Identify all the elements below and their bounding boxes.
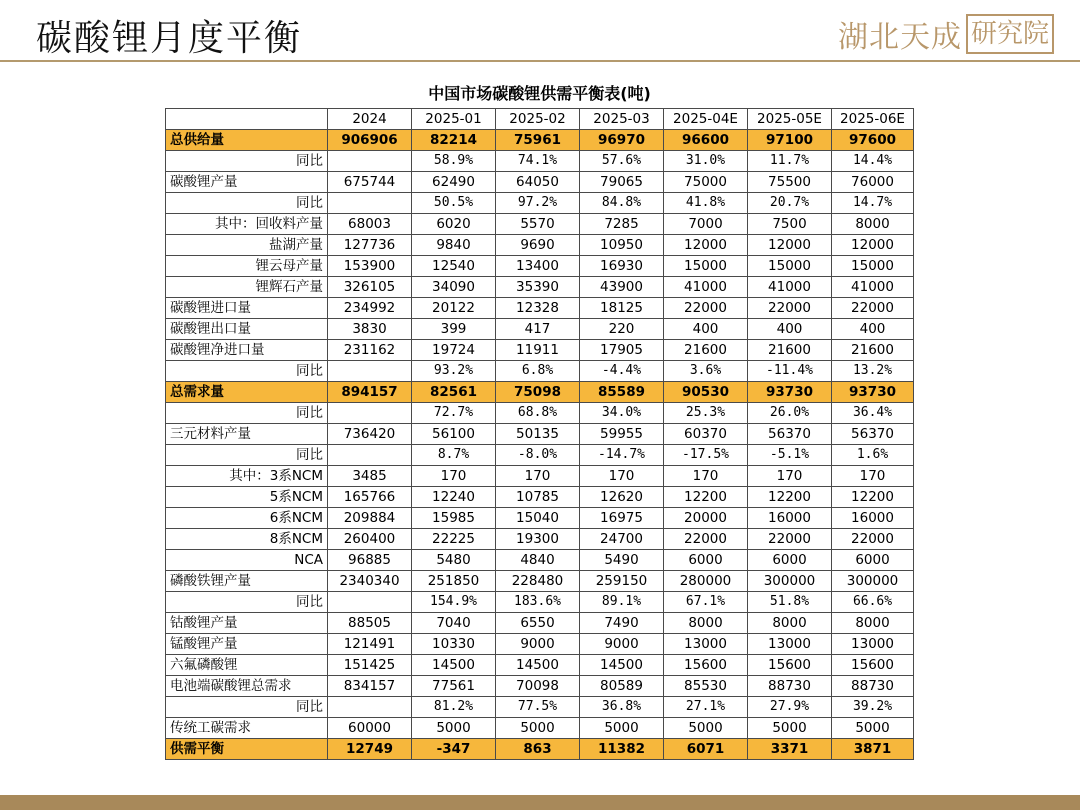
table-cell: 12240 — [412, 486, 496, 507]
table-row — [166, 255, 914, 276]
table-cell: 260400 — [328, 528, 412, 549]
table-cell: 300000 — [748, 570, 832, 591]
table-cell: 18125 — [580, 297, 664, 318]
table-header-row — [166, 108, 914, 129]
table-cell: 34090 — [412, 276, 496, 297]
table-cell: 863 — [496, 738, 580, 759]
table-cell: 121491 — [328, 633, 412, 654]
table-cell: 41000 — [832, 276, 914, 297]
row-label: 同比 — [166, 591, 328, 612]
table-cell: 31.0% — [664, 150, 748, 171]
table-row — [166, 570, 914, 591]
table-cell: 9000 — [580, 633, 664, 654]
table-cell: 13.2% — [832, 360, 914, 381]
table-cell: 41000 — [664, 276, 748, 297]
table-cell: 14500 — [580, 654, 664, 675]
table-cell: 16975 — [580, 507, 664, 528]
table-cell: 76000 — [832, 171, 914, 192]
table-cell: 79065 — [580, 171, 664, 192]
table-cell: 51.8% — [748, 591, 832, 612]
table-cell: 9000 — [496, 633, 580, 654]
row-label: 三元材料产量 — [166, 423, 328, 444]
table-cell: 183.6% — [496, 591, 580, 612]
table-cell: 22000 — [664, 528, 748, 549]
table-cell: 60000 — [328, 717, 412, 738]
row-label: 锰酸锂产量 — [166, 633, 328, 654]
table-row — [166, 402, 914, 423]
table-cell: -4.4% — [580, 360, 664, 381]
table-cell: 6000 — [664, 549, 748, 570]
logo — [838, 12, 1054, 56]
page-title: 碳酸锂月度平衡 — [36, 18, 303, 59]
table-cell: 72.7% — [412, 402, 496, 423]
table-body — [166, 129, 914, 759]
table-row — [166, 717, 914, 738]
table-cell: 26.0% — [748, 402, 832, 423]
table-cell: 14.7% — [832, 192, 914, 213]
table-cell: 75098 — [496, 381, 580, 402]
table-row — [166, 381, 914, 402]
row-label: 电池端碳酸锂总需求 — [166, 675, 328, 696]
table-cell: 10785 — [496, 486, 580, 507]
table-cell: 8000 — [832, 612, 914, 633]
header-divider — [0, 60, 1080, 62]
table-row — [166, 129, 914, 150]
row-label: 锂云母产量 — [166, 255, 328, 276]
logo-text: 湖北天成 — [837, 20, 962, 55]
table-cell — [328, 192, 412, 213]
table-row — [166, 150, 914, 171]
table-cell: 12000 — [832, 234, 914, 255]
table-cell: 20000 — [664, 507, 748, 528]
table-cell: 3.6% — [664, 360, 748, 381]
table-cell: 906906 — [328, 129, 412, 150]
table-cell: 12000 — [748, 234, 832, 255]
table-cell: 151425 — [328, 654, 412, 675]
header-cell: 2025-05E — [748, 108, 832, 129]
table-row — [166, 360, 914, 381]
table-cell: 77561 — [412, 675, 496, 696]
table-cell: 68003 — [328, 213, 412, 234]
balance-table-container — [165, 80, 913, 760]
table-cell: 93730 — [832, 381, 914, 402]
row-label: 锂辉石产量 — [166, 276, 328, 297]
table-cell: 35390 — [496, 276, 580, 297]
table-row — [166, 171, 914, 192]
table-cell: 56370 — [832, 423, 914, 444]
row-label: 碳酸锂出口量 — [166, 318, 328, 339]
table-cell: 13000 — [748, 633, 832, 654]
table-cell: 34.0% — [580, 402, 664, 423]
table-row — [166, 213, 914, 234]
table-cell: 19724 — [412, 339, 496, 360]
table-cell: 4840 — [496, 549, 580, 570]
logo-box-text: 研究院 — [966, 14, 1054, 54]
table-cell: 96970 — [580, 129, 664, 150]
table-cell: 74.1% — [496, 150, 580, 171]
header-cell: 2025-02 — [496, 108, 580, 129]
table-cell: 16000 — [748, 507, 832, 528]
table-cell: 7285 — [580, 213, 664, 234]
table-cell: 9690 — [496, 234, 580, 255]
table-cell: 15000 — [832, 255, 914, 276]
table-cell: 22000 — [664, 297, 748, 318]
table-cell: 6.8% — [496, 360, 580, 381]
table-cell: 228480 — [496, 570, 580, 591]
table-row — [166, 192, 914, 213]
table-cell: 6550 — [496, 612, 580, 633]
table-row — [166, 738, 914, 759]
table-cell: 170 — [664, 465, 748, 486]
table-cell: 7500 — [748, 213, 832, 234]
table-cell: 15985 — [412, 507, 496, 528]
table-cell: 85530 — [664, 675, 748, 696]
table-cell: 399 — [412, 318, 496, 339]
row-label: 钴酸锂产量 — [166, 612, 328, 633]
table-cell: 11911 — [496, 339, 580, 360]
table-cell: -8.0% — [496, 444, 580, 465]
table-cell: 280000 — [664, 570, 748, 591]
table-cell: 16930 — [580, 255, 664, 276]
row-label: 供需平衡 — [166, 738, 328, 759]
table-cell: 75500 — [748, 171, 832, 192]
table-cell: 97.2% — [496, 192, 580, 213]
table-cell: 9840 — [412, 234, 496, 255]
table-cell: 10330 — [412, 633, 496, 654]
table-cell: 84.8% — [580, 192, 664, 213]
table-cell: 5490 — [580, 549, 664, 570]
table-cell: 5000 — [496, 717, 580, 738]
table-cell — [328, 360, 412, 381]
table-cell: 3830 — [328, 318, 412, 339]
table-cell: 11.7% — [748, 150, 832, 171]
table-row — [166, 234, 914, 255]
table-cell: 77.5% — [496, 696, 580, 717]
table-cell: 60370 — [664, 423, 748, 444]
table-cell: 36.8% — [580, 696, 664, 717]
table-cell: 21600 — [748, 339, 832, 360]
table-cell: 234992 — [328, 297, 412, 318]
table-cell — [328, 402, 412, 423]
table-cell: 56370 — [748, 423, 832, 444]
table-cell: 400 — [664, 318, 748, 339]
table-cell: 300000 — [832, 570, 914, 591]
table-cell: 93.2% — [412, 360, 496, 381]
table-cell: 21600 — [832, 339, 914, 360]
table-row — [166, 444, 914, 465]
table-cell: 231162 — [328, 339, 412, 360]
table-cell: 66.6% — [832, 591, 914, 612]
table-cell: 170 — [832, 465, 914, 486]
table-row — [166, 696, 914, 717]
table-cell: 97100 — [748, 129, 832, 150]
header-cell: 2025-06E — [832, 108, 914, 129]
table-cell: 10950 — [580, 234, 664, 255]
table-cell: 417 — [496, 318, 580, 339]
table-cell: 5570 — [496, 213, 580, 234]
table-cell: 12200 — [832, 486, 914, 507]
table-cell: 22000 — [748, 297, 832, 318]
table-cell: 82214 — [412, 129, 496, 150]
balance-table — [165, 80, 914, 760]
row-label: 同比 — [166, 696, 328, 717]
table-cell: 22000 — [832, 528, 914, 549]
table-cell: 64050 — [496, 171, 580, 192]
table-cell: 41.8% — [664, 192, 748, 213]
table-cell: 22000 — [748, 528, 832, 549]
table-cell: 88505 — [328, 612, 412, 633]
row-label: 碳酸锂产量 — [166, 171, 328, 192]
header-cell-blank — [166, 108, 328, 129]
table-cell: 2340340 — [328, 570, 412, 591]
table-cell: 57.6% — [580, 150, 664, 171]
table-cell: 36.4% — [832, 402, 914, 423]
table-cell: 56100 — [412, 423, 496, 444]
table-cell: 170 — [412, 465, 496, 486]
table-cell: 675744 — [328, 171, 412, 192]
table-cell: 13400 — [496, 255, 580, 276]
table-cell: 5000 — [412, 717, 496, 738]
table-cell: 3871 — [832, 738, 914, 759]
table-cell: 8000 — [664, 612, 748, 633]
table-cell: 14500 — [496, 654, 580, 675]
table-cell: 50135 — [496, 423, 580, 444]
table-cell: 50.5% — [412, 192, 496, 213]
footer-bar — [0, 795, 1080, 810]
table-cell: 13000 — [832, 633, 914, 654]
table-cell: 15600 — [832, 654, 914, 675]
header-cell: 2025-03 — [580, 108, 664, 129]
table-cell: 89.1% — [580, 591, 664, 612]
table-cell: 15600 — [748, 654, 832, 675]
table-cell: 5480 — [412, 549, 496, 570]
table-cell: 6000 — [748, 549, 832, 570]
table-cell: 16000 — [832, 507, 914, 528]
table-cell: 894157 — [328, 381, 412, 402]
table-cell: 1.6% — [832, 444, 914, 465]
table-cell: 93730 — [748, 381, 832, 402]
table-cell: -5.1% — [748, 444, 832, 465]
table-cell: 22000 — [832, 297, 914, 318]
table-cell: 251850 — [412, 570, 496, 591]
table-cell: 8000 — [748, 612, 832, 633]
table-cell: 170 — [496, 465, 580, 486]
table-row — [166, 633, 914, 654]
row-label: 6系NCM — [166, 507, 328, 528]
table-row — [166, 465, 914, 486]
table-cell: 96600 — [664, 129, 748, 150]
table-cell: -17.5% — [664, 444, 748, 465]
table-cell: 85589 — [580, 381, 664, 402]
table-cell: 220 — [580, 318, 664, 339]
table-row — [166, 423, 914, 444]
row-label: 碳酸锂净进口量 — [166, 339, 328, 360]
row-label: 其中：3系NCM — [166, 465, 328, 486]
table-cell: 20122 — [412, 297, 496, 318]
table-row — [166, 654, 914, 675]
table-cell: 88730 — [748, 675, 832, 696]
table-cell: 41000 — [748, 276, 832, 297]
table-row — [166, 276, 914, 297]
table-cell: 15000 — [664, 255, 748, 276]
table-cell: 39.2% — [832, 696, 914, 717]
row-label: 碳酸锂进口量 — [166, 297, 328, 318]
table-cell: 5000 — [832, 717, 914, 738]
table-cell: 27.9% — [748, 696, 832, 717]
table-row — [166, 318, 914, 339]
table-cell: 82561 — [412, 381, 496, 402]
table-caption: 中国市场碳酸锂供需平衡表(吨) — [166, 80, 914, 108]
table-cell: 12620 — [580, 486, 664, 507]
table-cell: 43900 — [580, 276, 664, 297]
table-cell: 7040 — [412, 612, 496, 633]
table-cell: 62490 — [412, 171, 496, 192]
table-cell: 400 — [832, 318, 914, 339]
table-cell: 13000 — [664, 633, 748, 654]
table-cell: 21600 — [664, 339, 748, 360]
row-label: 传统工碳需求 — [166, 717, 328, 738]
table-cell: -14.7% — [580, 444, 664, 465]
table-cell: 165766 — [328, 486, 412, 507]
table-row — [166, 486, 914, 507]
table-cell: 3371 — [748, 738, 832, 759]
table-cell: 20.7% — [748, 192, 832, 213]
table-cell: 259150 — [580, 570, 664, 591]
row-label: 8系NCM — [166, 528, 328, 549]
table-cell: 5000 — [580, 717, 664, 738]
table-cell: 80589 — [580, 675, 664, 696]
table-cell: 400 — [748, 318, 832, 339]
table-cell: 15600 — [664, 654, 748, 675]
table-cell: 17905 — [580, 339, 664, 360]
table-cell: 154.9% — [412, 591, 496, 612]
table-cell: 90530 — [664, 381, 748, 402]
table-cell: 834157 — [328, 675, 412, 696]
table-cell: 6020 — [412, 213, 496, 234]
row-label: 磷酸铁锂产量 — [166, 570, 328, 591]
table-cell: 170 — [580, 465, 664, 486]
table-row — [166, 675, 914, 696]
table-cell: 58.9% — [412, 150, 496, 171]
table-cell: 67.1% — [664, 591, 748, 612]
table-cell: 12200 — [664, 486, 748, 507]
table-cell: 736420 — [328, 423, 412, 444]
table-cell: 326105 — [328, 276, 412, 297]
table-cell: 6071 — [664, 738, 748, 759]
table-cell: -347 — [412, 738, 496, 759]
table-cell: 12200 — [748, 486, 832, 507]
table-row — [166, 339, 914, 360]
table-cell: 14.4% — [832, 150, 914, 171]
table-row — [166, 612, 914, 633]
table-cell: 209884 — [328, 507, 412, 528]
table-cell: 127736 — [328, 234, 412, 255]
table-cell: 70098 — [496, 675, 580, 696]
table-row — [166, 297, 914, 318]
header-cell: 2025-04E — [664, 108, 748, 129]
row-label: 盐湖产量 — [166, 234, 328, 255]
table-cell: 14500 — [412, 654, 496, 675]
table-cell — [328, 444, 412, 465]
table-cell: 12328 — [496, 297, 580, 318]
table-cell: 3485 — [328, 465, 412, 486]
table-cell: 170 — [748, 465, 832, 486]
table-cell: 25.3% — [664, 402, 748, 423]
row-label: 总需求量 — [166, 381, 328, 402]
table-cell: 8.7% — [412, 444, 496, 465]
row-label: 同比 — [166, 402, 328, 423]
row-label: 其中：回收料产量 — [166, 213, 328, 234]
table-cell: 27.1% — [664, 696, 748, 717]
table-cell: 19300 — [496, 528, 580, 549]
table-cell — [328, 591, 412, 612]
table-cell: -11.4% — [748, 360, 832, 381]
row-label: 同比 — [166, 360, 328, 381]
row-label: 同比 — [166, 192, 328, 213]
table-row — [166, 591, 914, 612]
row-label: 5系NCM — [166, 486, 328, 507]
row-label: 同比 — [166, 444, 328, 465]
row-label: 总供给量 — [166, 129, 328, 150]
table-cell: 75000 — [664, 171, 748, 192]
table-cell: 15000 — [748, 255, 832, 276]
table-cell: 81.2% — [412, 696, 496, 717]
table-cell: 7490 — [580, 612, 664, 633]
table-row — [166, 549, 914, 570]
table-cell: 96885 — [328, 549, 412, 570]
header-cell: 2025-01 — [412, 108, 496, 129]
table-cell — [328, 150, 412, 171]
table-cell: 75961 — [496, 129, 580, 150]
table-cell: 12000 — [664, 234, 748, 255]
table-cell: 24700 — [580, 528, 664, 549]
table-cell: 12540 — [412, 255, 496, 276]
row-label: 同比 — [166, 150, 328, 171]
table-cell: 8000 — [832, 213, 914, 234]
table-cell: 15040 — [496, 507, 580, 528]
table-cell: 11382 — [580, 738, 664, 759]
header-cell: 2024 — [328, 108, 412, 129]
table-cell: 7000 — [664, 213, 748, 234]
row-label: NCA — [166, 549, 328, 570]
table-cell: 12749 — [328, 738, 412, 759]
table-cell — [328, 696, 412, 717]
table-cell: 5000 — [748, 717, 832, 738]
table-cell: 6000 — [832, 549, 914, 570]
table-cell: 59955 — [580, 423, 664, 444]
table-cell: 88730 — [832, 675, 914, 696]
table-cell: 5000 — [664, 717, 748, 738]
table-cell: 97600 — [832, 129, 914, 150]
row-label: 六氟磷酸锂 — [166, 654, 328, 675]
table-cell: 22225 — [412, 528, 496, 549]
table-cell: 68.8% — [496, 402, 580, 423]
table-row — [166, 507, 914, 528]
table-cell: 153900 — [328, 255, 412, 276]
table-row — [166, 528, 914, 549]
